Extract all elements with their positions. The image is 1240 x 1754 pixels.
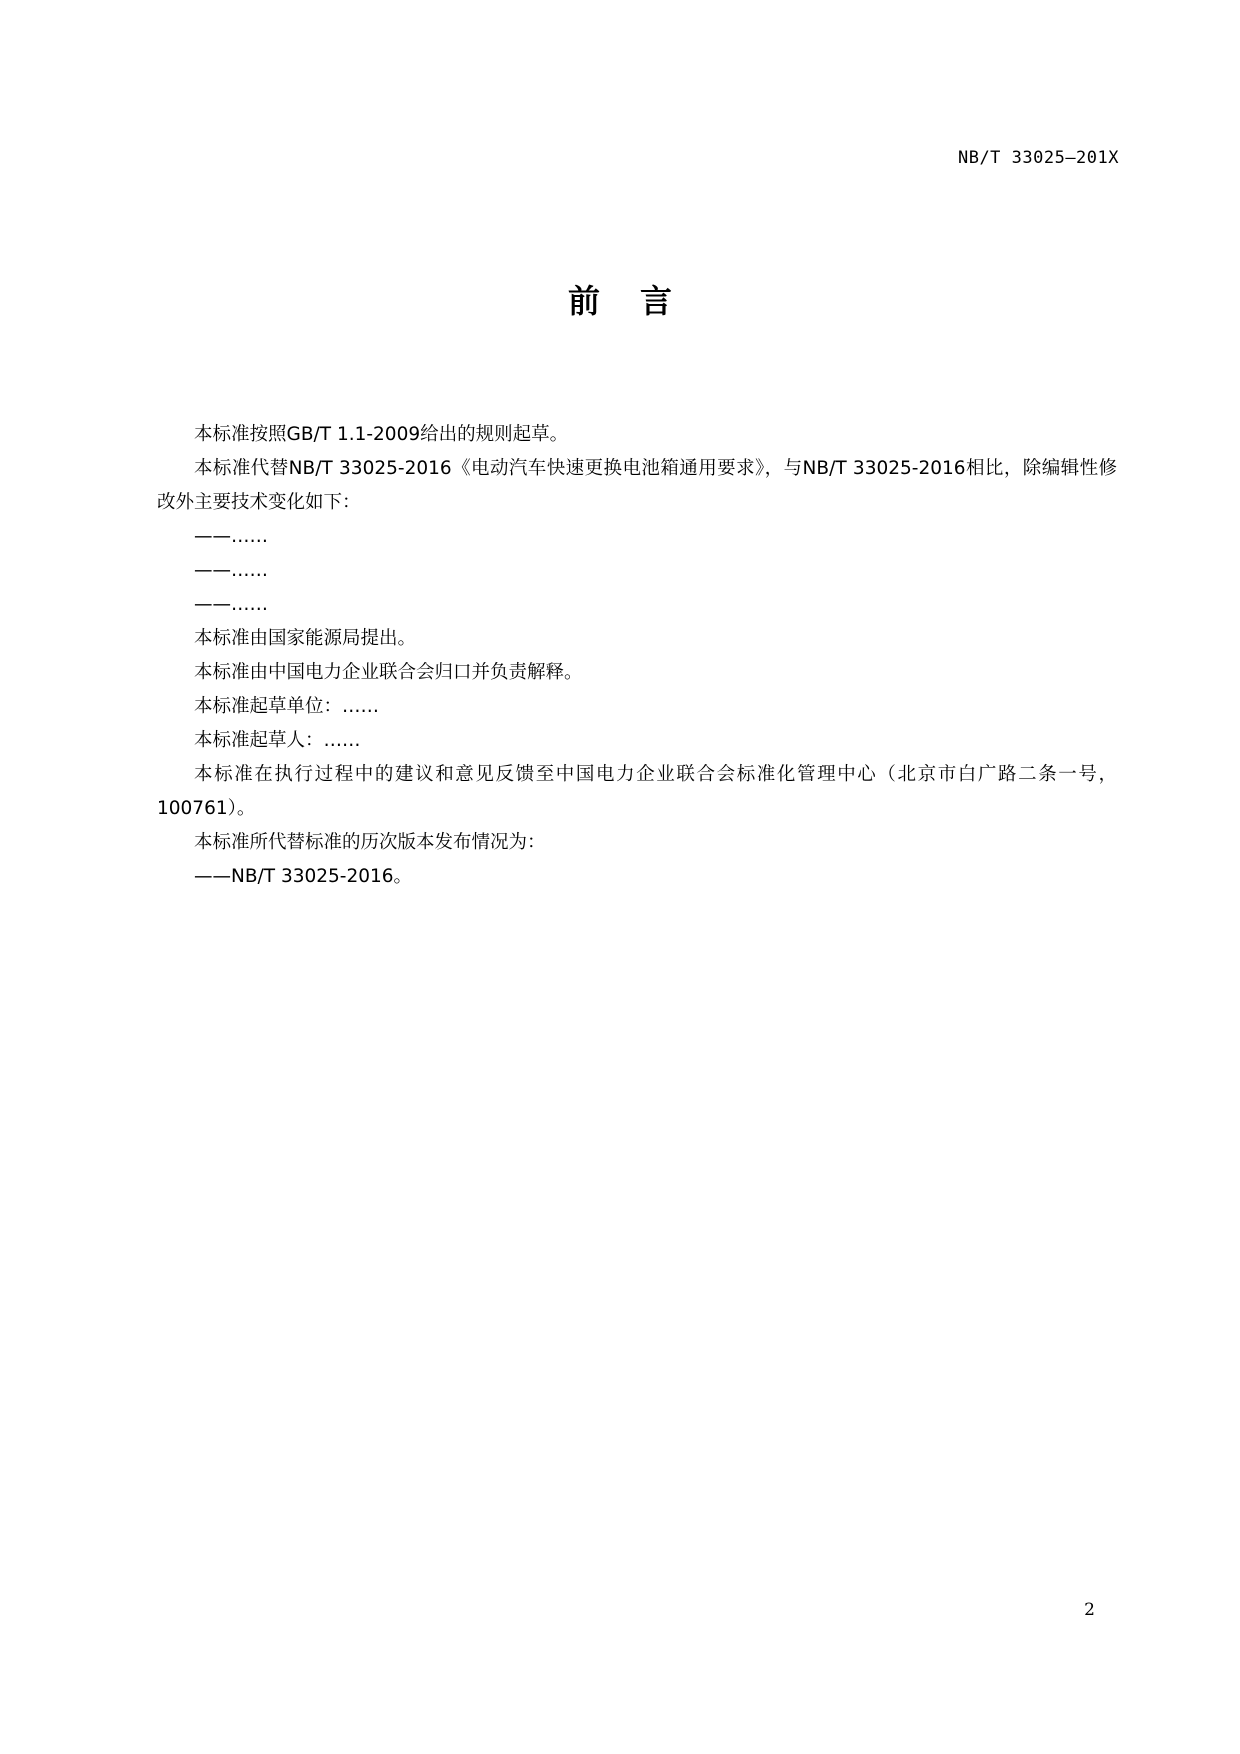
title-char-1: 前 [567, 282, 600, 320]
change-item: ——…… [194, 526, 268, 547]
paragraph-drafting-units: 本标准起草单位：…… [194, 696, 380, 717]
paragraph-history: 本标准所代替标准的历次版本发布情况为： [194, 832, 546, 853]
title-char-2: 言 [640, 282, 673, 320]
page-number: 2 [1084, 1600, 1095, 1620]
foreword-body [157, 418, 1117, 894]
paragraph-drafting-rules: 本标准按照GB/T 1.1-2009给出的规则起草。 [194, 424, 569, 445]
history-item: ——NB/T 33025-2016。 [194, 866, 413, 887]
standard-code: NB/T 33025—201X [957, 148, 1119, 168]
paragraph-proposer: 本标准由国家能源局提出。 [194, 628, 417, 649]
change-item: ——…… [194, 560, 268, 581]
paragraph-drafters: 本标准起草人：…… [194, 730, 361, 751]
change-item: ——…… [194, 594, 268, 615]
page-title [0, 276, 1240, 322]
paragraph-replacement: 本标准代替NB/T 33025-2016《电动汽车快速更换电池箱通用要求》，与NB/T 33025-2016相比，除编辑性修改外主要技术变化如下： [157, 458, 1117, 513]
paragraph-administrator: 本标准由中国电力企业联合会归口并负责解释。 [194, 662, 583, 683]
paragraph-feedback: 本标准在执行过程中的建议和意见反馈至中国电力企业联合会标准化管理中心（北京市白广路二条一号，100761）。 [157, 764, 1117, 819]
